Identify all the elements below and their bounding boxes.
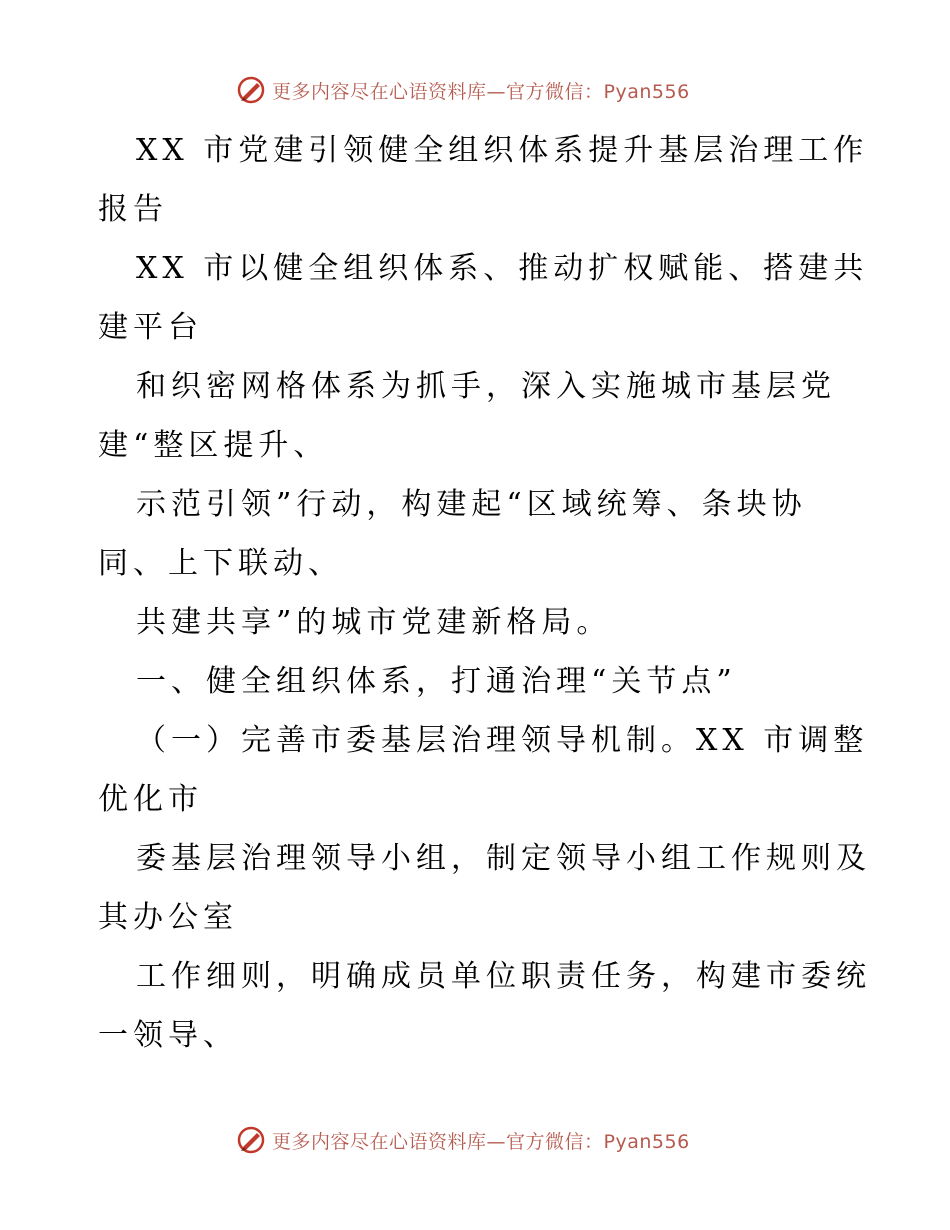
paragraph-line: 示范引领”行动，构建起“区域统筹、条块协 <box>136 487 807 522</box>
paragraph-line: XX 市以健全组织体系、推动扩权赋能、搭建共 <box>136 251 869 286</box>
footer-watermark <box>236 1123 690 1157</box>
document-title-line-1: XX 市党建引领健全组织体系提升基层治理工作 <box>136 133 869 168</box>
watermark-text: 更多内容尽在心语资料库—官方微信：Pyan556 <box>272 80 690 103</box>
document-body <box>98 121 871 1065</box>
paragraph-line: 建平台 <box>98 310 203 345</box>
watermark-text: 更多内容尽在心语资料库—官方微信：Pyan556 <box>272 1130 690 1153</box>
pen-logo-icon <box>236 1125 266 1155</box>
paragraph-line: 和织密网格体系为抓手，深入实施城市基层党 <box>136 369 836 404</box>
paragraph-line: 其办公室 <box>98 900 238 935</box>
paragraph-line: 委基层治理领导小组，制定领导小组工作规则及 <box>136 841 871 876</box>
paragraph-line: 优化市 <box>98 782 203 817</box>
header-watermark <box>236 73 690 107</box>
paragraph-line: 一领导、 <box>98 1018 238 1053</box>
paragraph-line: 建“整区提升、 <box>98 428 329 463</box>
paragraph-line: 同、上下联动、 <box>98 546 343 581</box>
paragraph-line: 工作细则，明确成员单位职责任务，构建市委统 <box>136 959 871 994</box>
document-title-line-2: 报告 <box>98 192 168 227</box>
section-heading: 一、健全组织体系，打通治理“关节点” <box>136 664 737 699</box>
paragraph-line: 共建共享”的城市党建新格局。 <box>136 605 612 640</box>
pen-logo-icon <box>236 75 266 105</box>
paragraph-line: （一）完善市委基层治理领导机制。XX 市调整 <box>136 723 869 758</box>
